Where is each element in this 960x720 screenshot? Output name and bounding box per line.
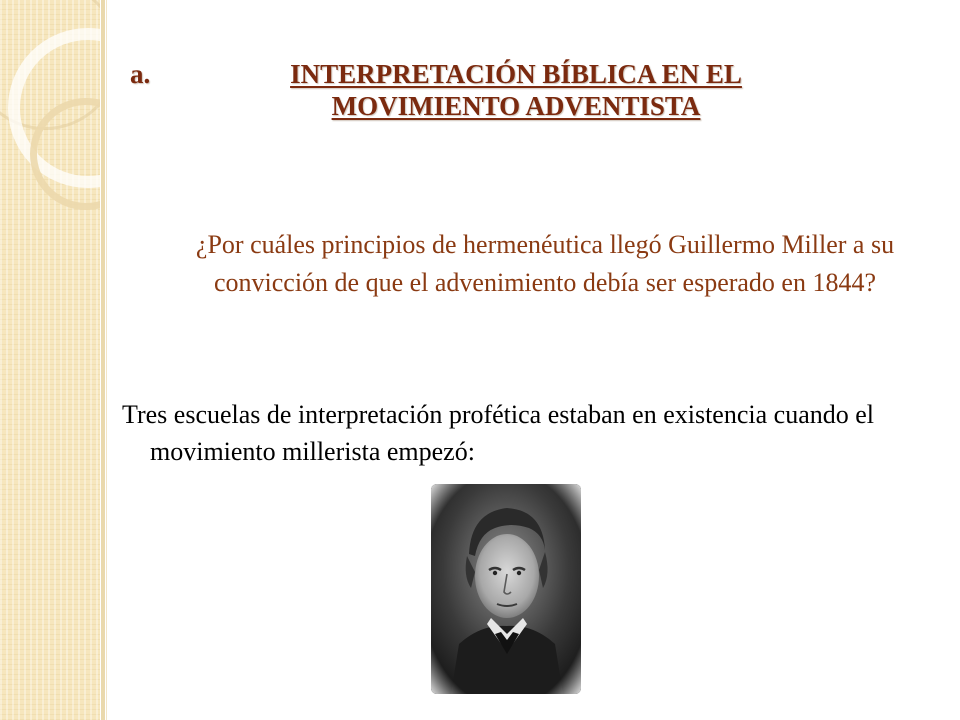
title-text: INTERPRETACIÓN BÍBLICA EN EL MOVIMIENTO ADVENTISTA bbox=[290, 59, 742, 121]
question-paragraph: ¿Por cuáles principios de hermenéutica llegó Guillermo Miller a su convicción de que el advenimiento debía ser esperado en 1844? bbox=[195, 230, 895, 297]
title-list-marker: a. bbox=[130, 59, 151, 89]
decorative-rule bbox=[101, 0, 105, 720]
portrait-illustration bbox=[431, 484, 581, 694]
decorative-side-band bbox=[0, 0, 100, 720]
decorative-rule bbox=[106, 0, 107, 720]
portrait-image bbox=[431, 484, 581, 694]
statement-paragraph: Tres escuelas de interpretación profética estaban en existencia cuando el movimiento millerista empezó: bbox=[122, 400, 874, 466]
slide-title bbox=[118, 58, 938, 122]
